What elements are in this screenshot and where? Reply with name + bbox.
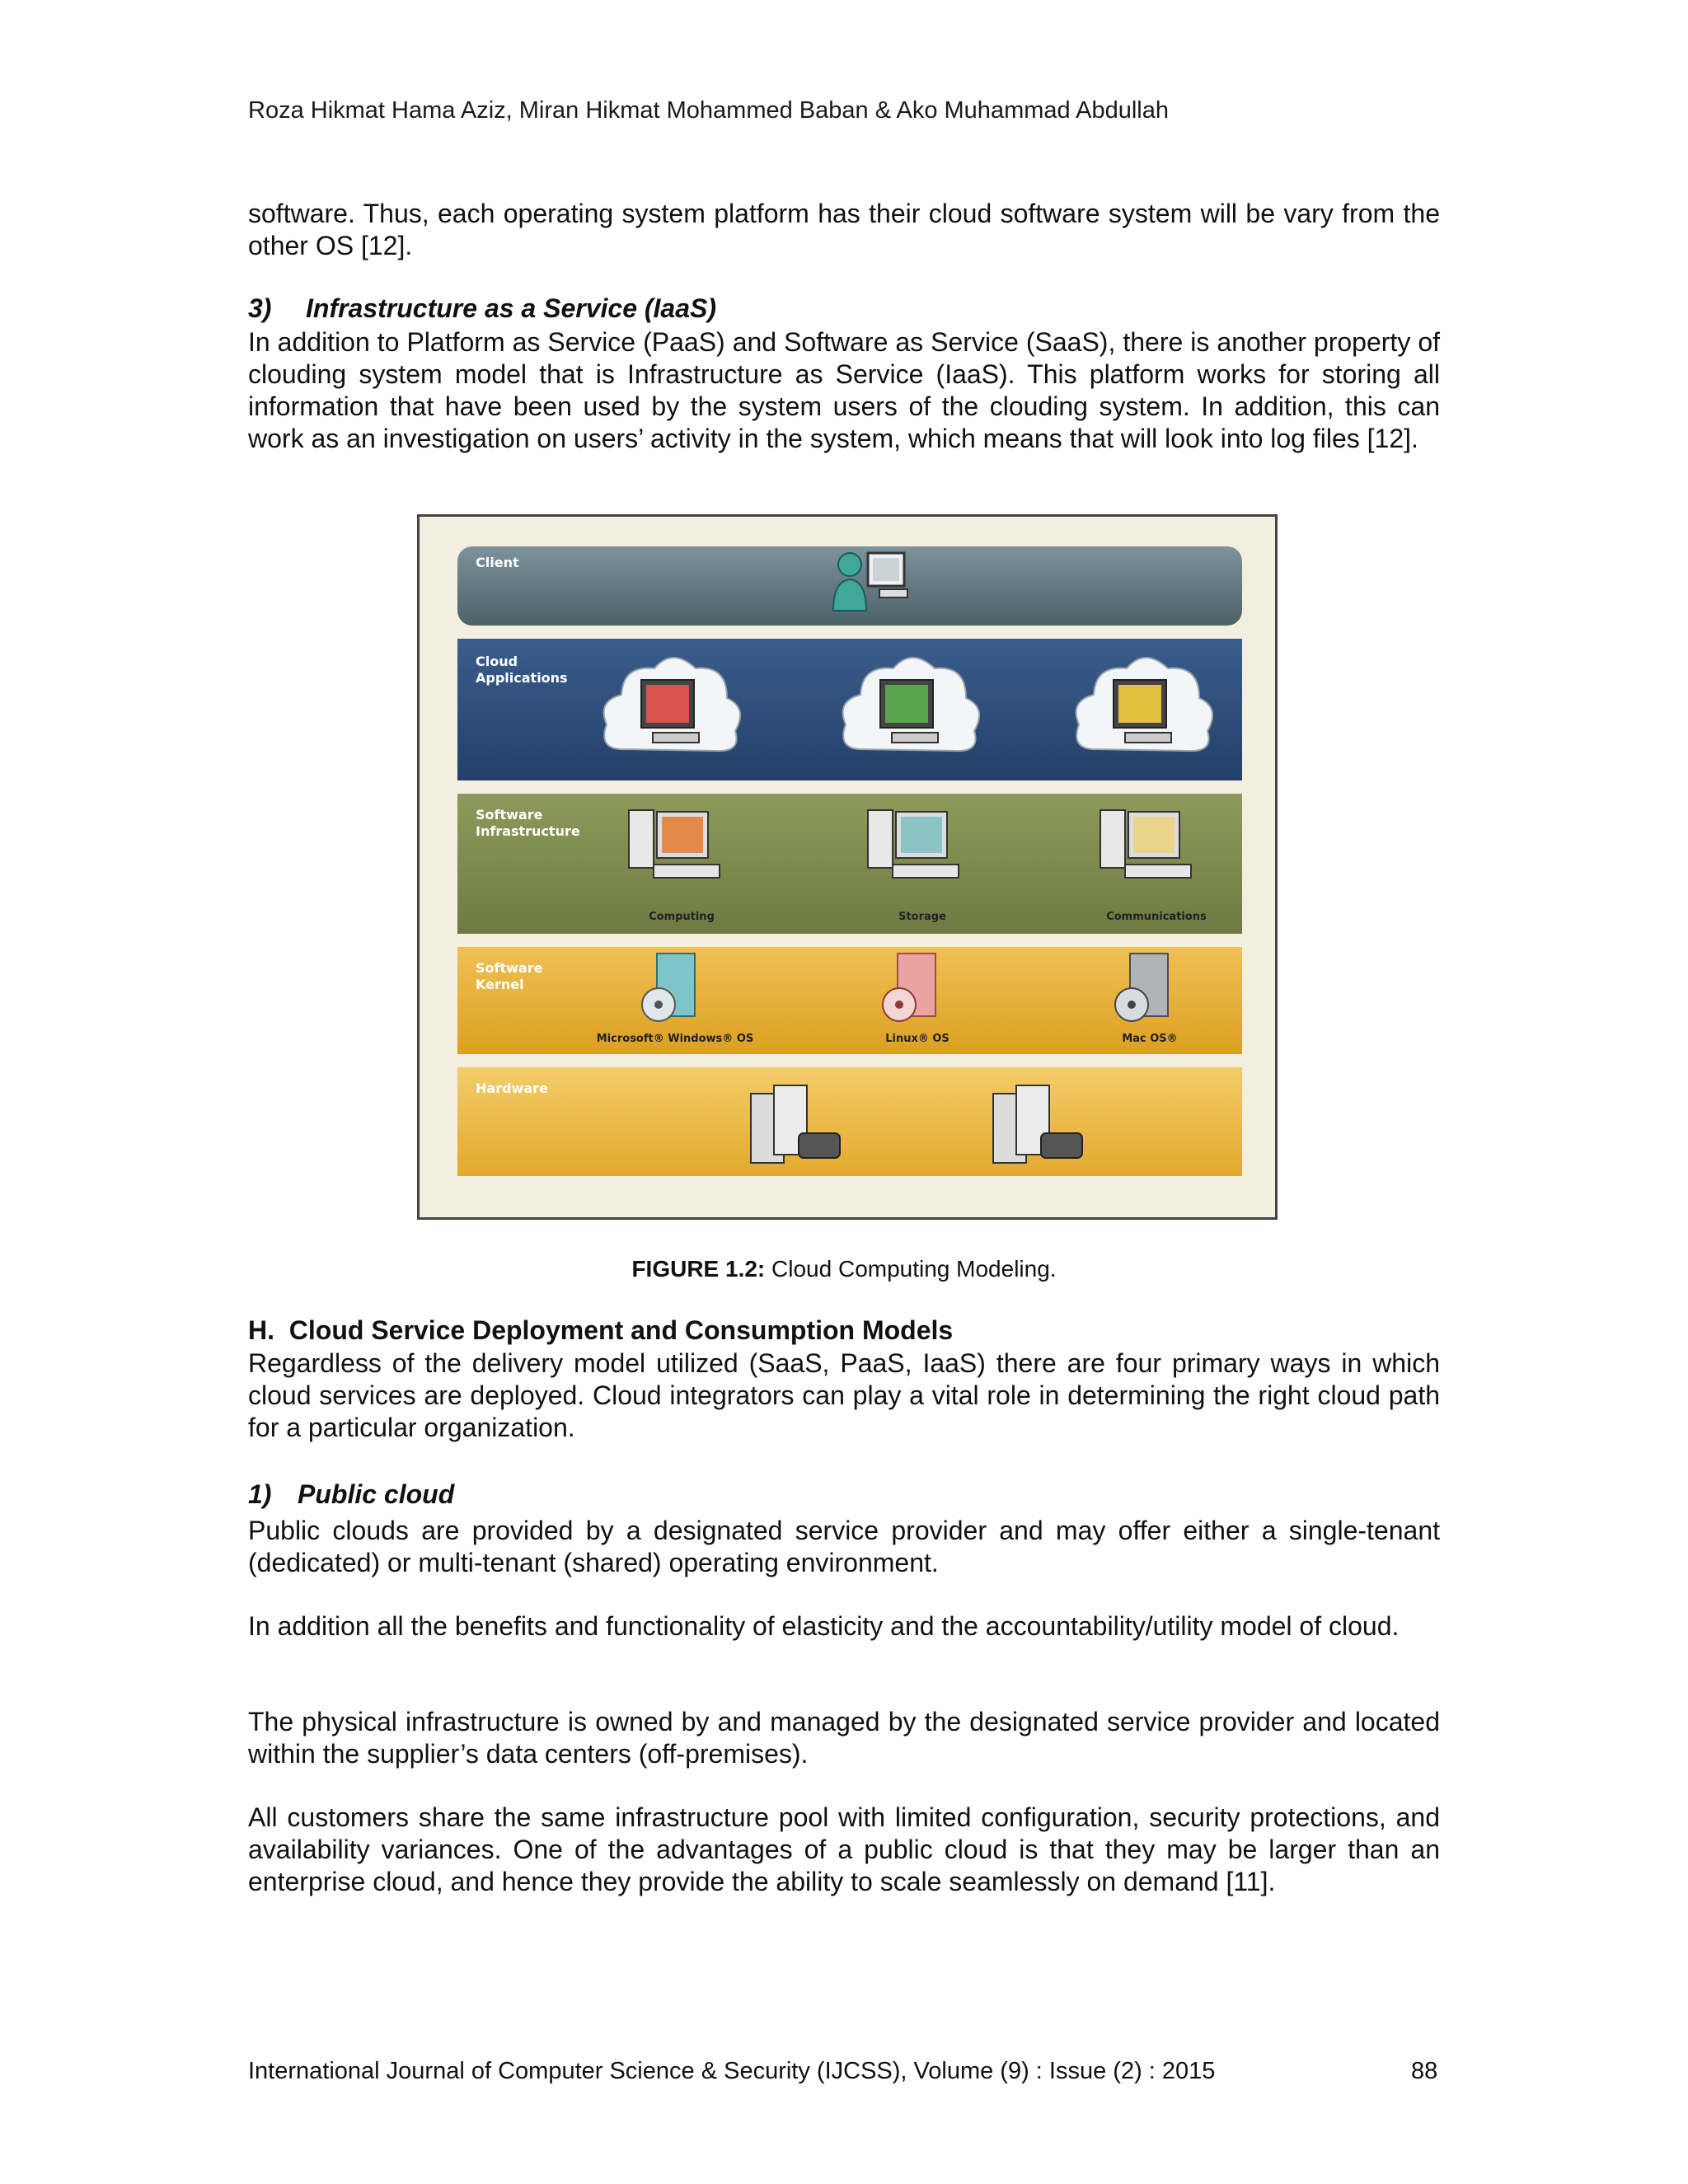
computing-icon bbox=[629, 810, 720, 878]
hardware-layer-label: Hardware bbox=[476, 1080, 548, 1096]
section-iaas-heading bbox=[248, 293, 716, 324]
communications-icon bbox=[1100, 810, 1191, 878]
running-header-authors: Roza Hikmat Hama Aziz, Miran Hikmat Mohammed Baban & Ako Muhammad Abdullah bbox=[248, 97, 1169, 124]
section-h-label: H. bbox=[248, 1315, 274, 1345]
figure-caption-label: FIGURE 1.2: bbox=[631, 1256, 766, 1282]
section-h-heading bbox=[248, 1315, 953, 1346]
software-infra-layer-label: Software Infrastructure bbox=[476, 807, 580, 839]
section-iaas-title: Infrastructure as a Service (IaaS) bbox=[306, 293, 717, 323]
section-public-title: Public cloud bbox=[298, 1479, 455, 1509]
section-public-number: 1) bbox=[248, 1479, 272, 1509]
infra-item-label: Storage bbox=[898, 911, 946, 923]
kernel-item-label: Mac OS® bbox=[1122, 1033, 1178, 1045]
figure-artwork bbox=[420, 517, 1275, 1217]
public-paragraph: In addition all the benefits and functionality of elasticity and the accountability/utility model of cloud. bbox=[248, 1611, 1400, 1641]
storage-icon bbox=[868, 810, 959, 878]
public-paragraph: Public clouds are provided by a designated service provider and may offer either a single-tenant (dedicated) or multi-tenant (shared) operating environment. bbox=[248, 1516, 1440, 1577]
figure-caption-text: Cloud Computing Modeling. bbox=[765, 1256, 1057, 1282]
footer-journal: International Journal of Computer Science & Security (IJCSS), Volume (9) : Issue (2) : 2015 bbox=[248, 2058, 1216, 2084]
software-kernel-layer-label: Software Kernel bbox=[476, 960, 543, 992]
infra-item-label: Computing bbox=[649, 911, 715, 923]
hardware-layer-band bbox=[457, 1067, 1242, 1176]
figure-caption bbox=[0, 1256, 1688, 1282]
kernel-item-label: Linux® OS bbox=[885, 1033, 950, 1045]
public-paragraph: The physical infrastructure is owned by and managed by the designated service provider and located within the supplier’s data centers (off-premises). bbox=[248, 1707, 1440, 1769]
cloud-computing-figure bbox=[417, 514, 1278, 1220]
public-paragraph: All customers share the same infrastructure pool with limited configuration, security protections, and availability variances. One of the advantages of a public cloud is that they may be larger than an enterprise cloud, and hence they provide the ability to scale seamlessly on demand [11]. bbox=[248, 1802, 1440, 1896]
section-h-paragraph: Regardless of the delivery model utilized (SaaS, PaaS, IaaS) there are four primary ways in which cloud services are deployed. Cloud integrators can play a vital role in determining the right cloud path for a particular organization. bbox=[248, 1348, 1440, 1442]
intro-paragraph: software. Thus, each operating system platform has their cloud software system will be vary from the other OS [12]. bbox=[248, 199, 1440, 260]
infra-item-label: Communications bbox=[1106, 911, 1207, 923]
cloud-apps-layer-label: Cloud Applications bbox=[476, 654, 568, 686]
page-number: 88 bbox=[1411, 2058, 1438, 2084]
client-layer-label: Client bbox=[476, 555, 519, 570]
section-iaas-paragraph: In addition to Platform as Service (PaaS) and Software as Service (SaaS), there is another property of clouding system model that is Infrastructure as Service (IaaS). This platform works for storing all information that have been used by the system users of the clouding system. In addition, this can work as an investigation on users’ activity in the system, which means that will look into log files [12]. bbox=[248, 327, 1440, 453]
section-public-heading bbox=[248, 1479, 454, 1510]
section-h-title: Cloud Service Deployment and Consumption Models bbox=[288, 1315, 954, 1345]
kernel-item-label: Microsoft® Windows® OS bbox=[596, 1033, 754, 1045]
section-iaas-number: 3) bbox=[248, 293, 272, 323]
